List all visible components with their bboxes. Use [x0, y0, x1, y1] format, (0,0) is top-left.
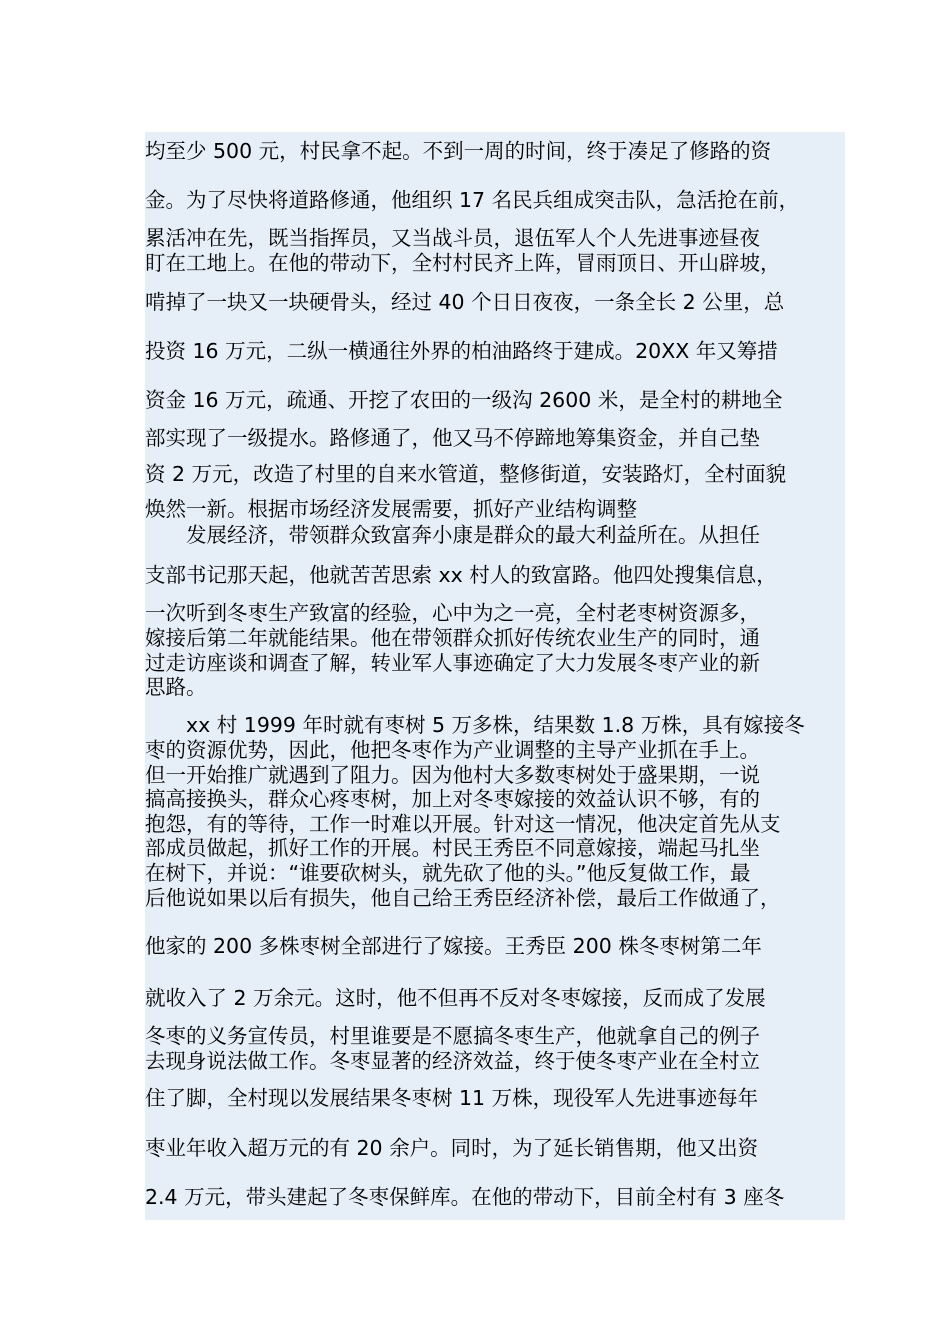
- text-line: 抱怨，有的等待，工作一时难以开展。针对这一情况，他决定首先从支: [145, 812, 781, 836]
- text-line: 思路。: [145, 675, 207, 699]
- text-line: 部成员做起，抓好工作的开展。村民王秀臣不同意嫁接，端起马扎坐: [145, 836, 760, 860]
- text-line: 住了脚，全村现以发展结果冬枣树 11 万株，现役军人先进事迹每年: [145, 1086, 759, 1110]
- text-line: 搞高接换头，群众心疼枣树，加上对冬枣嫁接的效益认识不够，有的: [145, 787, 760, 811]
- text-line: 累活冲在先，既当指挥员，又当战斗员，退伍军人个人先进事迹昼夜: [145, 226, 760, 250]
- text-line: 发展经济，带领群众致富奔小康是群众的最大利益所在。从担任: [145, 523, 760, 547]
- text-line: 金。为了尽快将道路修通，他组织 17 名民兵组成突击队，急活抢在前，: [145, 188, 800, 212]
- text-line: 嫁接后第二年就能结果。他在带领群众抓好传统农业生产的同时，通: [145, 626, 760, 650]
- text-line: 枣的资源优势，因此，他把冬枣作为产业调整的主导产业抓在手上。: [145, 738, 760, 762]
- text-line: 一次听到冬枣生产致富的经验，心中为之一亮，全村老枣树资源多，: [145, 601, 760, 625]
- text-line: 2.4 万元，带头建起了冬枣保鲜库。在他的带动下，目前全村有 3 座冬: [145, 1185, 785, 1209]
- text-line: 在树下，并说：“谁要砍树头，就先砍了他的头。”他反复做工作，最: [145, 861, 751, 885]
- text-line: 他家的 200 多株枣树全部进行了嫁接。王秀臣 200 株冬枣树第二年: [145, 934, 762, 958]
- text-line: 啃掉了一块又一块硬骨头，经过 40 个日日夜夜，一条全长 2 公里，总: [145, 290, 785, 314]
- text-line: 去现身说法做工作。冬枣显著的经济效益，终于使冬枣产业在全村立: [145, 1049, 760, 1073]
- text-line: 支部书记那天起，他就苦苦思索 xx 村人的致富路。他四处搜集信息，: [145, 563, 777, 587]
- text-line: 均至少 500 元，村民拿不起。不到一周的时间，终于凑足了修路的资: [145, 139, 772, 163]
- text-line: 焕然一新。根据市场经济发展需要，抓好产业结构调整: [145, 497, 637, 521]
- text-line: 就收入了 2 万余元。这时，他不但再不反对冬枣嫁接，反而成了发展: [145, 986, 766, 1010]
- text-line: 后他说如果以后有损失，他自己给王秀臣经济补偿，最后工作做通了，: [145, 886, 781, 910]
- text-line: xx 村 1999 年时就有枣树 5 万多株，结果数 1.8 万株，具有嫁接冬: [145, 713, 805, 737]
- text-line: 冬枣的义务宣传员，村里谁要是不愿搞冬枣生产，他就拿自己的例子: [145, 1024, 760, 1048]
- text-line: 枣业年收入超万元的有 20 余户。同时，为了延长销售期，他又出资: [145, 1136, 759, 1160]
- text-line: 部实现了一级提水。路修通了，他又马不停蹄地筹集资金，并自己垫: [145, 426, 760, 450]
- text-line: 资 2 万元，改造了村里的自来水管道，整修街道，安装路灯，全村面貌: [145, 462, 787, 486]
- text-line: 但一开始推广就遇到了阻力。因为他村大多数枣树处于盛果期，一说: [145, 763, 760, 787]
- text-line: 资金 16 万元，疏通、开挖了农田的一级沟 2600 米，是全村的耕地全: [145, 388, 783, 412]
- text-line: 过走访座谈和调查了解，转业军人事迹确定了大力发展冬枣产业的新: [145, 651, 760, 675]
- text-line: 投资 16 万元，二纵一横通往外界的柏油路终于建成。20XX 年又筹措: [145, 339, 778, 363]
- text-line: 盯在工地上。在他的带动下，全村村民齐上阵，冒雨顶日、开山辟坡，: [145, 251, 781, 275]
